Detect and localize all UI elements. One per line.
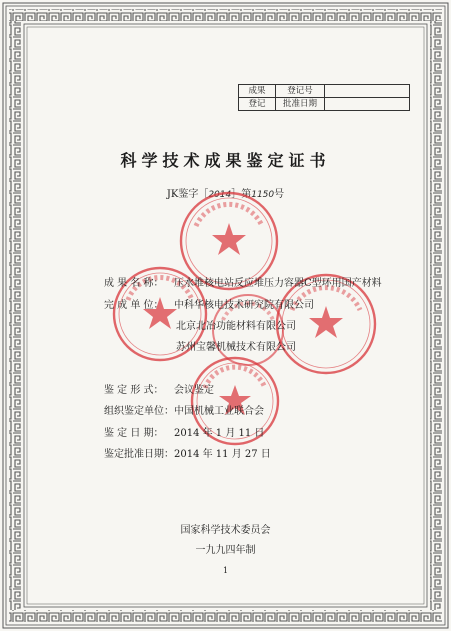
appraisal-date-label: 鉴 定 日 期：	[104, 428, 164, 439]
reg-number-label: 登记号	[276, 85, 325, 98]
made-year: 一九九四年制	[195, 545, 256, 556]
organizing-unit-label: 组织鉴定单位：	[104, 406, 174, 417]
certificate-title: 科学技术成果鉴定证书	[120, 151, 331, 170]
approval-date-label: 批准日期	[276, 98, 325, 111]
achievement-name-label: 成 果 名 称：	[104, 278, 164, 289]
achievement-name-value: 压水堆核电站反应堆压力容器C型环用国产材料	[174, 278, 382, 289]
completion-units-label: 完 成 单 位：	[104, 300, 164, 311]
completion-unit-1: 中科华核电技术研究院有限公司	[174, 300, 314, 311]
appraisal-form-row	[104, 384, 214, 397]
doc-number-year: 2014	[208, 190, 232, 200]
page-number: 1	[222, 566, 229, 575]
doc-number-suffix: 号	[274, 189, 285, 200]
doc-number-value: 1150	[251, 190, 275, 200]
appraisal-form-value: 会议鉴定	[174, 385, 214, 396]
issuer: 国家科学技术委员会	[180, 525, 271, 536]
doc-number-prefix: JK鉴字［	[166, 189, 209, 200]
approval-date-field-value: 2014 年 11 月 27 日	[174, 449, 271, 460]
doc-number-middle: ］第	[231, 189, 252, 200]
completion-unit-2: 北京北冶功能材料有限公司	[176, 321, 296, 332]
approval-date-row	[104, 448, 271, 461]
approval-date-value	[325, 98, 410, 111]
organizing-unit-row	[104, 405, 264, 418]
appraisal-date-row	[104, 427, 264, 440]
appraisal-date-value: 2014 年 1 月 11 日	[174, 428, 265, 439]
approval-date-field-label: 鉴定批准日期：	[104, 449, 174, 460]
reg-number-value	[325, 85, 410, 98]
appraisal-form-label: 鉴 定 形 式：	[104, 385, 164, 396]
completion-unit-3: 苏州宝馨机械技术有限公司	[176, 342, 296, 353]
registration-box	[238, 84, 410, 111]
reg-row1-label: 成果	[239, 85, 276, 98]
completion-units-row	[104, 299, 314, 312]
organizing-unit-value: 中国机械工业联合会	[174, 406, 264, 417]
reg-row2-label: 登记	[239, 98, 276, 111]
achievement-name-row	[104, 277, 382, 290]
